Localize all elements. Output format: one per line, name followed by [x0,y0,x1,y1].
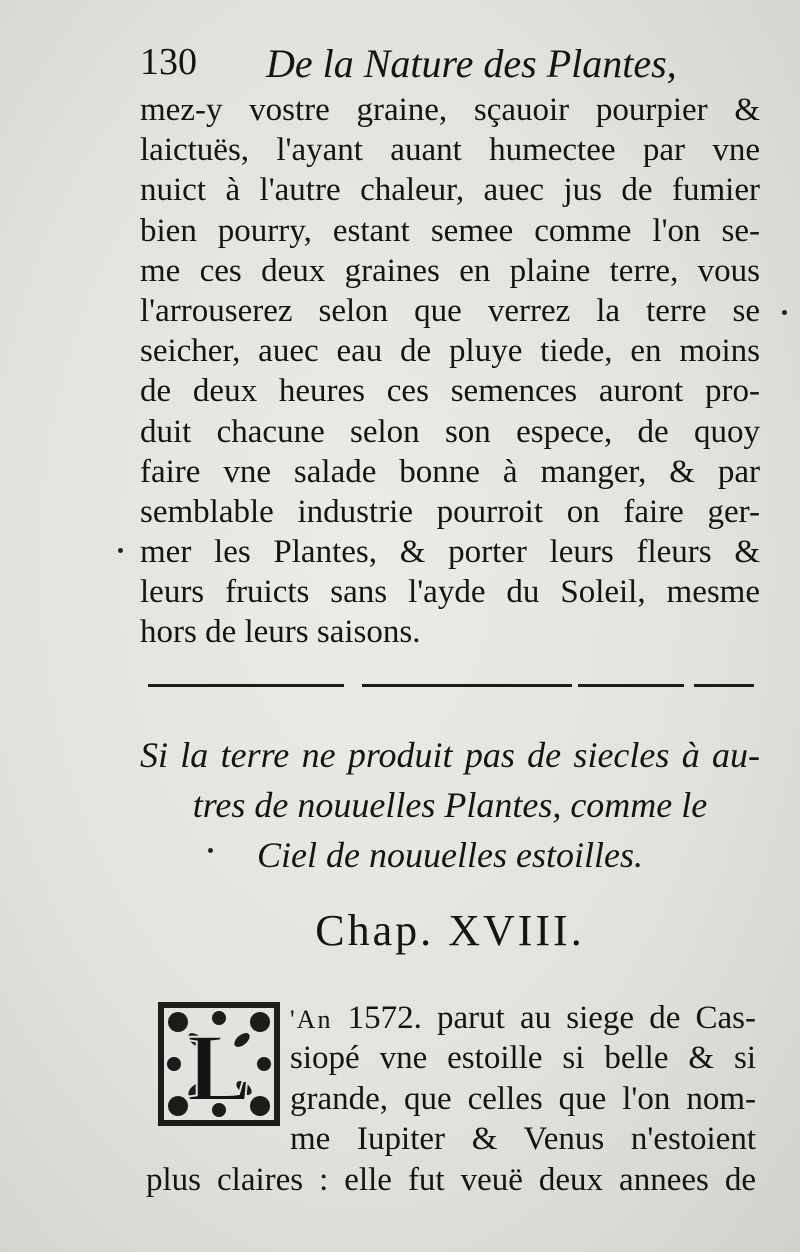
text-line: semblable industrie pourroit on faire ger- [140,493,760,530]
text-line: nuict à l'autre chaleur, auec jus de fumier [140,172,760,209]
text-line: leurs fruicts sans l'ayde du Soleil, mesme [140,574,760,611]
subtitle-line: Si la terre ne produit pas de siecles à au- [140,735,760,775]
text-line: plus claires : elle fut veuë deux annees de [146,1162,756,1198]
chapter-title [140,905,760,956]
section-rule [362,684,572,687]
text-line: laictuës, l'ayant auant humectee par vne [140,132,760,169]
ornamental-initial-icon [156,1000,282,1128]
chapter-word: Chap. [315,906,435,955]
text-line [290,998,756,1038]
body-paragraph [140,90,760,653]
subtitle-line: Ciel de nouuelles estoilles. [257,835,643,875]
chapter-subtitle [140,730,760,880]
chapter-opening [290,998,756,1160]
subtitle-line: tres de nouuelles Plantes, comme le [192,785,708,825]
text-line: me Iupiter & Venus n'estoient [290,1121,756,1158]
text-line: l'arrouserez selon que verrez la terre se [140,292,760,329]
text-line: hors de leurs saisons. [140,614,421,651]
ink-speck [208,848,213,853]
text-line: seicher, auec eau de pluye tiede, en moins [140,333,760,370]
text-line: grande, que celles que l'on nom- [290,1080,756,1117]
running-title: De la Nature des Plantes, [266,41,677,86]
text-fragment: 1572. parut au siege de Cas- [347,1000,756,1036]
ink-speck [118,548,123,553]
section-rule [148,684,344,687]
text-line: me ces deux graines en plaine terre, vous [140,252,760,289]
text-line: de deux heures ces semences auront pro- [140,373,760,410]
section-rule [694,684,754,687]
text-line: siopé vne estoille si belle & si [290,1040,756,1077]
drop-cap-letter: L [186,1014,252,1121]
smallcaps-word: 'An [290,1005,333,1034]
text-line: mer les Plantes, & porter leurs fleurs & [140,534,760,571]
page-header [140,40,700,90]
chapter-number: XVIII. [448,906,585,955]
text-line: mez-y vostre graine, sçauoir pourpier & [140,92,760,128]
ink-speck [782,310,787,315]
text-line: duit chacune selon son espece, de quoy [140,413,760,450]
section-rule [578,684,684,687]
text-line: faire vne salade bonne à manger, & par [140,453,760,490]
page-number: 130 [140,41,197,83]
text-line: bien pourry, estant semee comme l'on se- [140,212,760,249]
